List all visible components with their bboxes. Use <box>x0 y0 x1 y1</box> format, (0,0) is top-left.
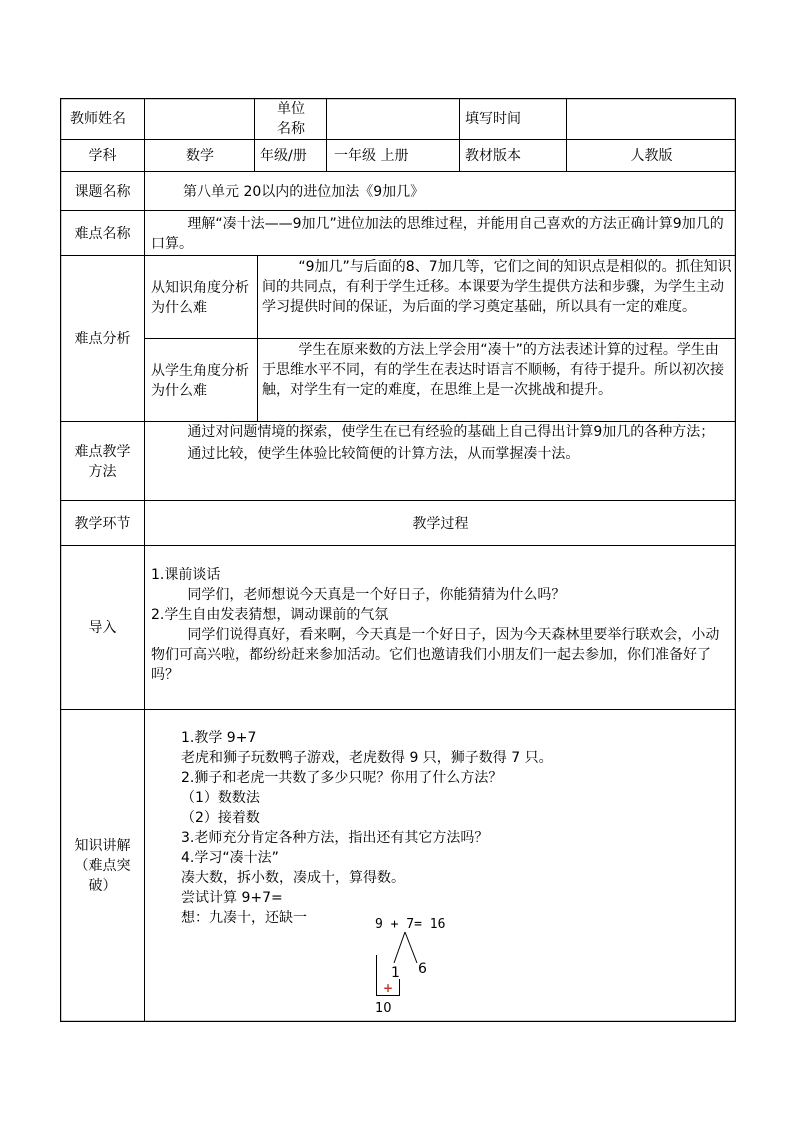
intro-line-1: 1.课前谈话 <box>151 567 221 583</box>
fill-time-value <box>567 98 736 140</box>
process-header-value: 教学过程 <box>412 515 469 532</box>
split-left-number: 1 <box>391 965 400 981</box>
method-label: 难点教学方法 <box>74 443 131 480</box>
subject-label: 学科 <box>88 148 117 164</box>
lecture-line: 2.狮子和老虎一共数了多少只呢？你用了什么方法？ <box>181 770 503 786</box>
lecture-line: 想：九凑十，还缺一 <box>181 910 307 926</box>
split-right-number: 6 <box>418 961 427 977</box>
fill-time-label: 填写时间 <box>465 111 521 127</box>
process-step-label: 教学环节 <box>74 515 131 532</box>
intro-line-2: 同学们，老师想说今天真是一个好日子，你能猜猜为什么吗？ <box>187 587 566 603</box>
teacher-name-value <box>145 98 255 140</box>
lecture-line: 尝试计算 9+7= <box>181 890 283 906</box>
difficulty-label: 难点名称 <box>74 225 131 242</box>
lecture-line: 3.老师充分肯定各种方法，指出还有其它方法吗？ <box>181 830 489 846</box>
split-diagram <box>370 915 490 1020</box>
intro-label: 导入 <box>88 620 117 636</box>
unit-label-line2: 名称 <box>277 121 305 137</box>
method-text-2: 通过比较，使学生体验比较简便的计算方法，从而掌握凑十法。 <box>187 446 580 462</box>
student-angle-label: 从学生角度分析为什么难 <box>151 362 249 399</box>
lecture-line: 4.学习“凑十法” <box>181 850 279 866</box>
difficulty-value: 理解“凑十法——9加几”进位加法的思维过程，并能用自己喜欢的方法正确计算9加几的口算。 <box>151 216 724 252</box>
textbook-value: 人教版 <box>630 148 673 164</box>
teacher-name-label: 教师姓名 <box>70 111 126 127</box>
lecture-line: 1.教学 9+7 <box>181 730 257 746</box>
subject-value: 数学 <box>186 148 214 164</box>
intro-line-4: 同学们说得真好，看来啊，今天真是一个好日子，因为今天森林里要举行联欢会，小动物们可高兴啦，都纷纷赶来参加活动。它们也邀请我们小朋友们一起去参加，你们准备好了吗？ <box>151 627 720 683</box>
intro-line-3: 2.学生自由发表猜想，调动课前的气氛 <box>151 607 389 623</box>
plus-sign: + <box>383 981 394 995</box>
lecture-line: 老虎和狮子玩数鸭子游戏，老虎数得 9 只，狮子数得 7 只。 <box>181 750 553 766</box>
intro-content <box>145 565 736 705</box>
textbook-label: 教材版本 <box>465 148 521 164</box>
method-content <box>145 422 736 501</box>
lecture-label: 知识讲解（难点突破） <box>74 838 131 894</box>
student-angle-text: 学生在原来数的方法上学会用“凑十”的方法表述计算的过程。学生由于思维水平不同，有的学生在表达时语言不顺畅，有待于提升。所以初次接触，对学生有一定的难度，在思维上是一次挑战和提升。 <box>262 342 724 398</box>
unit-name-label <box>255 98 327 140</box>
lecture-line: （2）接着数 <box>181 810 260 826</box>
grade-value: 一年级 上册 <box>334 148 409 164</box>
knowledge-angle-label: 从知识角度分析为什么难 <box>151 279 249 316</box>
ten-result: 10 <box>375 1001 392 1016</box>
analysis-label: 难点分析 <box>74 331 131 347</box>
unit-name-value <box>327 98 460 140</box>
lesson-plan-table <box>60 98 736 1022</box>
grade-label: 年级/册 <box>260 148 307 164</box>
knowledge-angle-text: “9加几”与后面的8、7加几等，它们之间的知识点是相似的。抓住知识间的共同点，有利于学生迁移。本课要为学生提供方法和步骤，为学生主动学习提供时间的保证，为后面的学习奠定基础，所以具有一定的难度。 <box>262 259 732 315</box>
topic-label: 课题名称 <box>74 183 131 200</box>
split-equation: 9 + 7= 16 <box>375 917 446 932</box>
topic-value: 第八单元 20以内的进位加法《9加几》 <box>183 183 425 200</box>
lecture-line: （1）数数法 <box>181 790 260 806</box>
lecture-line: 凑大数，拆小数，凑成十，算得数。 <box>181 870 405 886</box>
unit-label-line1: 单位 <box>277 101 305 117</box>
method-text-1: 通过对问题情境的探索，使学生在已有经验的基础上自己得出计算9加几的各种方法； <box>187 424 715 440</box>
